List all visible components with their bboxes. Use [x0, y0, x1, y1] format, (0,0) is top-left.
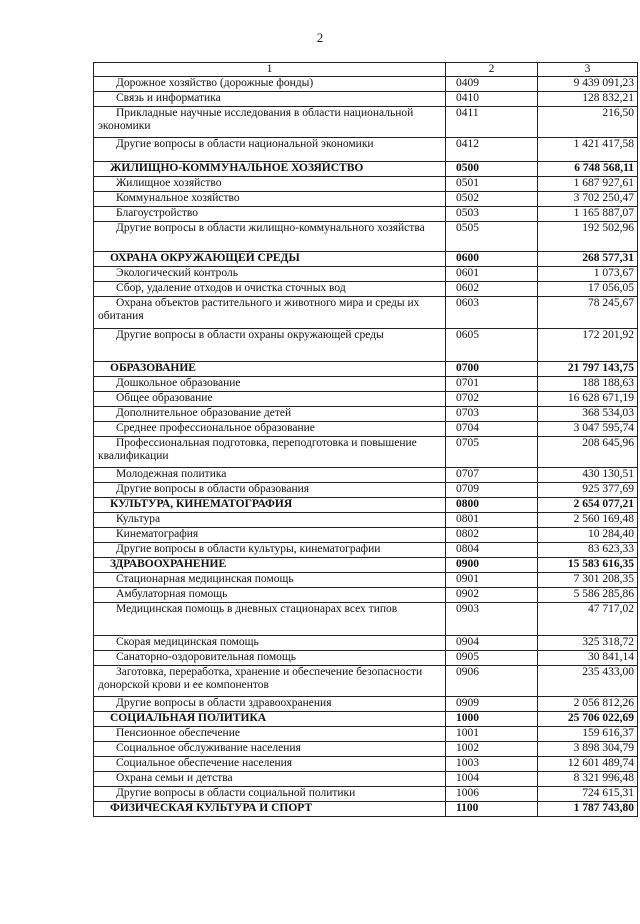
row-name: Экологический контроль — [94, 267, 446, 282]
row-name: Санаторно-оздоровительная помощь — [94, 651, 446, 666]
row-code: 0905 — [446, 651, 538, 666]
row-name: Культура — [94, 513, 446, 528]
table-body — [94, 63, 638, 817]
section-row — [94, 558, 638, 573]
section-row — [94, 712, 638, 727]
row-code: 0801 — [446, 513, 538, 528]
row-name: Стационарная медицинская помощь — [94, 573, 446, 588]
row-code: 1000 — [446, 712, 538, 727]
row-code: 0802 — [446, 528, 538, 543]
table-row — [94, 588, 638, 603]
row-value: 3 702 250,47 — [538, 192, 638, 207]
table-row — [94, 772, 638, 787]
row-value: 2 056 812,26 — [538, 697, 638, 712]
row-code: 0700 — [446, 362, 538, 377]
row-value: 192 502,96 — [538, 222, 638, 252]
table-row — [94, 483, 638, 498]
row-value: 83 623,33 — [538, 543, 638, 558]
row-value: 2 560 169,48 — [538, 513, 638, 528]
row-value: 1 687 927,61 — [538, 177, 638, 192]
row-name: Заготовка, переработка, хранение и обеспечение безопасности донорской крови и ее компонентов — [94, 666, 446, 697]
table-row — [94, 528, 638, 543]
table-row — [94, 437, 638, 468]
row-code: 0704 — [446, 422, 538, 437]
table-row — [94, 92, 638, 107]
row-name: ОХРАНА ОКРУЖАЮЩЕЙ СРЕДЫ — [94, 252, 446, 267]
row-code: 0900 — [446, 558, 538, 573]
row-code: 0500 — [446, 162, 538, 177]
table-header-row — [94, 63, 638, 77]
row-code: 0701 — [446, 377, 538, 392]
table-row — [94, 407, 638, 422]
table-row — [94, 742, 638, 757]
row-name: Благоустройство — [94, 207, 446, 222]
row-name: СОЦИАЛЬНАЯ ПОЛИТИКА — [94, 712, 446, 727]
row-value: 7 301 208,35 — [538, 573, 638, 588]
row-value: 216,50 — [538, 107, 638, 138]
row-name: Дополнительное образование детей — [94, 407, 446, 422]
table-row — [94, 107, 638, 138]
row-code: 0709 — [446, 483, 538, 498]
row-name: Другие вопросы в области образования — [94, 483, 446, 498]
row-name: Жилищное хозяйство — [94, 177, 446, 192]
row-code: 0503 — [446, 207, 538, 222]
row-value: 1 421 417,58 — [538, 138, 638, 162]
row-code: 1100 — [446, 802, 538, 817]
row-name: Связь и информатика — [94, 92, 446, 107]
row-name: Общее образование — [94, 392, 446, 407]
row-code: 0409 — [446, 77, 538, 92]
row-code: 1001 — [446, 727, 538, 742]
row-value: 368 534,03 — [538, 407, 638, 422]
row-value: 10 284,40 — [538, 528, 638, 543]
table-row — [94, 282, 638, 297]
row-value: 16 628 671,19 — [538, 392, 638, 407]
row-code: 1003 — [446, 757, 538, 772]
row-name: Прикладные научные исследования в области национальной экономики — [94, 107, 446, 138]
row-value: 3 047 595,74 — [538, 422, 638, 437]
section-row — [94, 162, 638, 177]
row-name: ЗДРАВООХРАНЕНИЕ — [94, 558, 446, 573]
row-code: 0800 — [446, 498, 538, 513]
row-name: Другие вопросы в области культуры, кинематографии — [94, 543, 446, 558]
row-value: 30 841,14 — [538, 651, 638, 666]
row-name: Социальное обслуживание населения — [94, 742, 446, 757]
header-col-3: 3 — [538, 63, 638, 77]
row-name: Социальное обеспечение населения — [94, 757, 446, 772]
row-name: Медицинская помощь в дневных стационарах всех типов — [94, 603, 446, 636]
row-code: 0705 — [446, 437, 538, 468]
section-row — [94, 362, 638, 377]
row-code: 0901 — [446, 573, 538, 588]
row-value: 208 645,96 — [538, 437, 638, 468]
row-value: 128 832,21 — [538, 92, 638, 107]
table-row — [94, 666, 638, 697]
row-code: 0600 — [446, 252, 538, 267]
table-row — [94, 392, 638, 407]
row-code: 1006 — [446, 787, 538, 802]
table-row — [94, 138, 638, 162]
row-code: 0702 — [446, 392, 538, 407]
table-row — [94, 603, 638, 636]
row-name: Охрана семьи и детства — [94, 772, 446, 787]
row-value: 8 321 996,48 — [538, 772, 638, 787]
table-row — [94, 297, 638, 329]
row-code: 0902 — [446, 588, 538, 603]
table-row — [94, 422, 638, 437]
table-row — [94, 377, 638, 392]
page-number: 2 — [316, 30, 324, 45]
row-name: Среднее профессиональное образование — [94, 422, 446, 437]
row-value: 47 717,02 — [538, 603, 638, 636]
row-value: 15 583 616,35 — [538, 558, 638, 573]
row-value: 188 188,63 — [538, 377, 638, 392]
row-value: 6 748 568,11 — [538, 162, 638, 177]
section-row — [94, 498, 638, 513]
budget-table — [93, 62, 638, 817]
table-row — [94, 192, 638, 207]
row-name: Другие вопросы в области охраны окружающей среды — [94, 329, 446, 362]
table-row — [94, 513, 638, 528]
row-code: 0903 — [446, 603, 538, 636]
header-col-1: 1 — [94, 63, 446, 77]
row-name: Коммунальное хозяйство — [94, 192, 446, 207]
row-name: Другие вопросы в области жилищно-коммунального хозяйства — [94, 222, 446, 252]
table-row — [94, 177, 638, 192]
row-value: 925 377,69 — [538, 483, 638, 498]
row-name: Другие вопросы в области социальной политики — [94, 787, 446, 802]
row-code: 0906 — [446, 666, 538, 697]
row-code: 0410 — [446, 92, 538, 107]
row-name: Другие вопросы в области национальной экономики — [94, 138, 446, 162]
row-value: 5 586 285,86 — [538, 588, 638, 603]
row-code: 0707 — [446, 468, 538, 483]
header-col-2: 2 — [446, 63, 538, 77]
row-code: 0909 — [446, 697, 538, 712]
row-code: 0804 — [446, 543, 538, 558]
row-value: 430 130,51 — [538, 468, 638, 483]
row-name: Дорожное хозяйство (дорожные фонды) — [94, 77, 446, 92]
row-code: 0904 — [446, 636, 538, 651]
table-row — [94, 468, 638, 483]
table-row — [94, 222, 638, 252]
row-name: ЖИЛИЩНО-КОММУНАЛЬНОЕ ХОЗЯЙСТВО — [94, 162, 446, 177]
table-row — [94, 267, 638, 282]
row-value: 3 898 304,79 — [538, 742, 638, 757]
row-value: 1 165 887,07 — [538, 207, 638, 222]
row-code: 0601 — [446, 267, 538, 282]
table-row — [94, 787, 638, 802]
row-code: 1002 — [446, 742, 538, 757]
row-name: Профессиональная подготовка, переподготовка и повышение квалификации — [94, 437, 446, 468]
row-value: 78 245,67 — [538, 297, 638, 329]
row-name: Пенсионное обеспечение — [94, 727, 446, 742]
row-name: КУЛЬТУРА, КИНЕМАТОГРАФИЯ — [94, 498, 446, 513]
row-code: 0703 — [446, 407, 538, 422]
row-value: 159 616,37 — [538, 727, 638, 742]
table-row — [94, 697, 638, 712]
row-code: 0411 — [446, 107, 538, 138]
section-row — [94, 802, 638, 817]
row-name: Охрана объектов растительного и животного мира и среды их обитания — [94, 297, 446, 329]
row-value: 2 654 077,21 — [538, 498, 638, 513]
row-code: 1004 — [446, 772, 538, 787]
table-row — [94, 727, 638, 742]
row-code: 0603 — [446, 297, 538, 329]
row-name: Молодежная политика — [94, 468, 446, 483]
row-code: 0501 — [446, 177, 538, 192]
table-row — [94, 543, 638, 558]
section-row — [94, 252, 638, 267]
row-name: ОБРАЗОВАНИЕ — [94, 362, 446, 377]
row-value: 21 797 143,75 — [538, 362, 638, 377]
table-row — [94, 207, 638, 222]
row-value: 724 615,31 — [538, 787, 638, 802]
row-value: 172 201,92 — [538, 329, 638, 362]
row-code: 0602 — [446, 282, 538, 297]
row-value: 25 706 022,69 — [538, 712, 638, 727]
row-name: Сбор, удаление отходов и очистка сточных вод — [94, 282, 446, 297]
table-row — [94, 651, 638, 666]
row-name: Амбулаторная помощь — [94, 588, 446, 603]
row-name: ФИЗИЧЕСКАЯ КУЛЬТУРА И СПОРТ — [94, 802, 446, 817]
row-code: 0502 — [446, 192, 538, 207]
table-row — [94, 757, 638, 772]
row-value: 9 439 091,23 — [538, 77, 638, 92]
row-value: 1 073,67 — [538, 267, 638, 282]
row-name: Другие вопросы в области здравоохранения — [94, 697, 446, 712]
row-name: Дошкольное образование — [94, 377, 446, 392]
table-row — [94, 329, 638, 362]
row-code: 0605 — [446, 329, 538, 362]
table-row — [94, 77, 638, 92]
row-value: 17 056,05 — [538, 282, 638, 297]
table-row — [94, 573, 638, 588]
row-name: Скорая медицинская помощь — [94, 636, 446, 651]
row-code: 0412 — [446, 138, 538, 162]
row-value: 235 433,00 — [538, 666, 638, 697]
row-value: 12 601 489,74 — [538, 757, 638, 772]
row-code: 0505 — [446, 222, 538, 252]
row-name: Кинематография — [94, 528, 446, 543]
row-value: 1 787 743,80 — [538, 802, 638, 817]
row-value: 325 318,72 — [538, 636, 638, 651]
table-row — [94, 636, 638, 651]
row-value: 268 577,31 — [538, 252, 638, 267]
